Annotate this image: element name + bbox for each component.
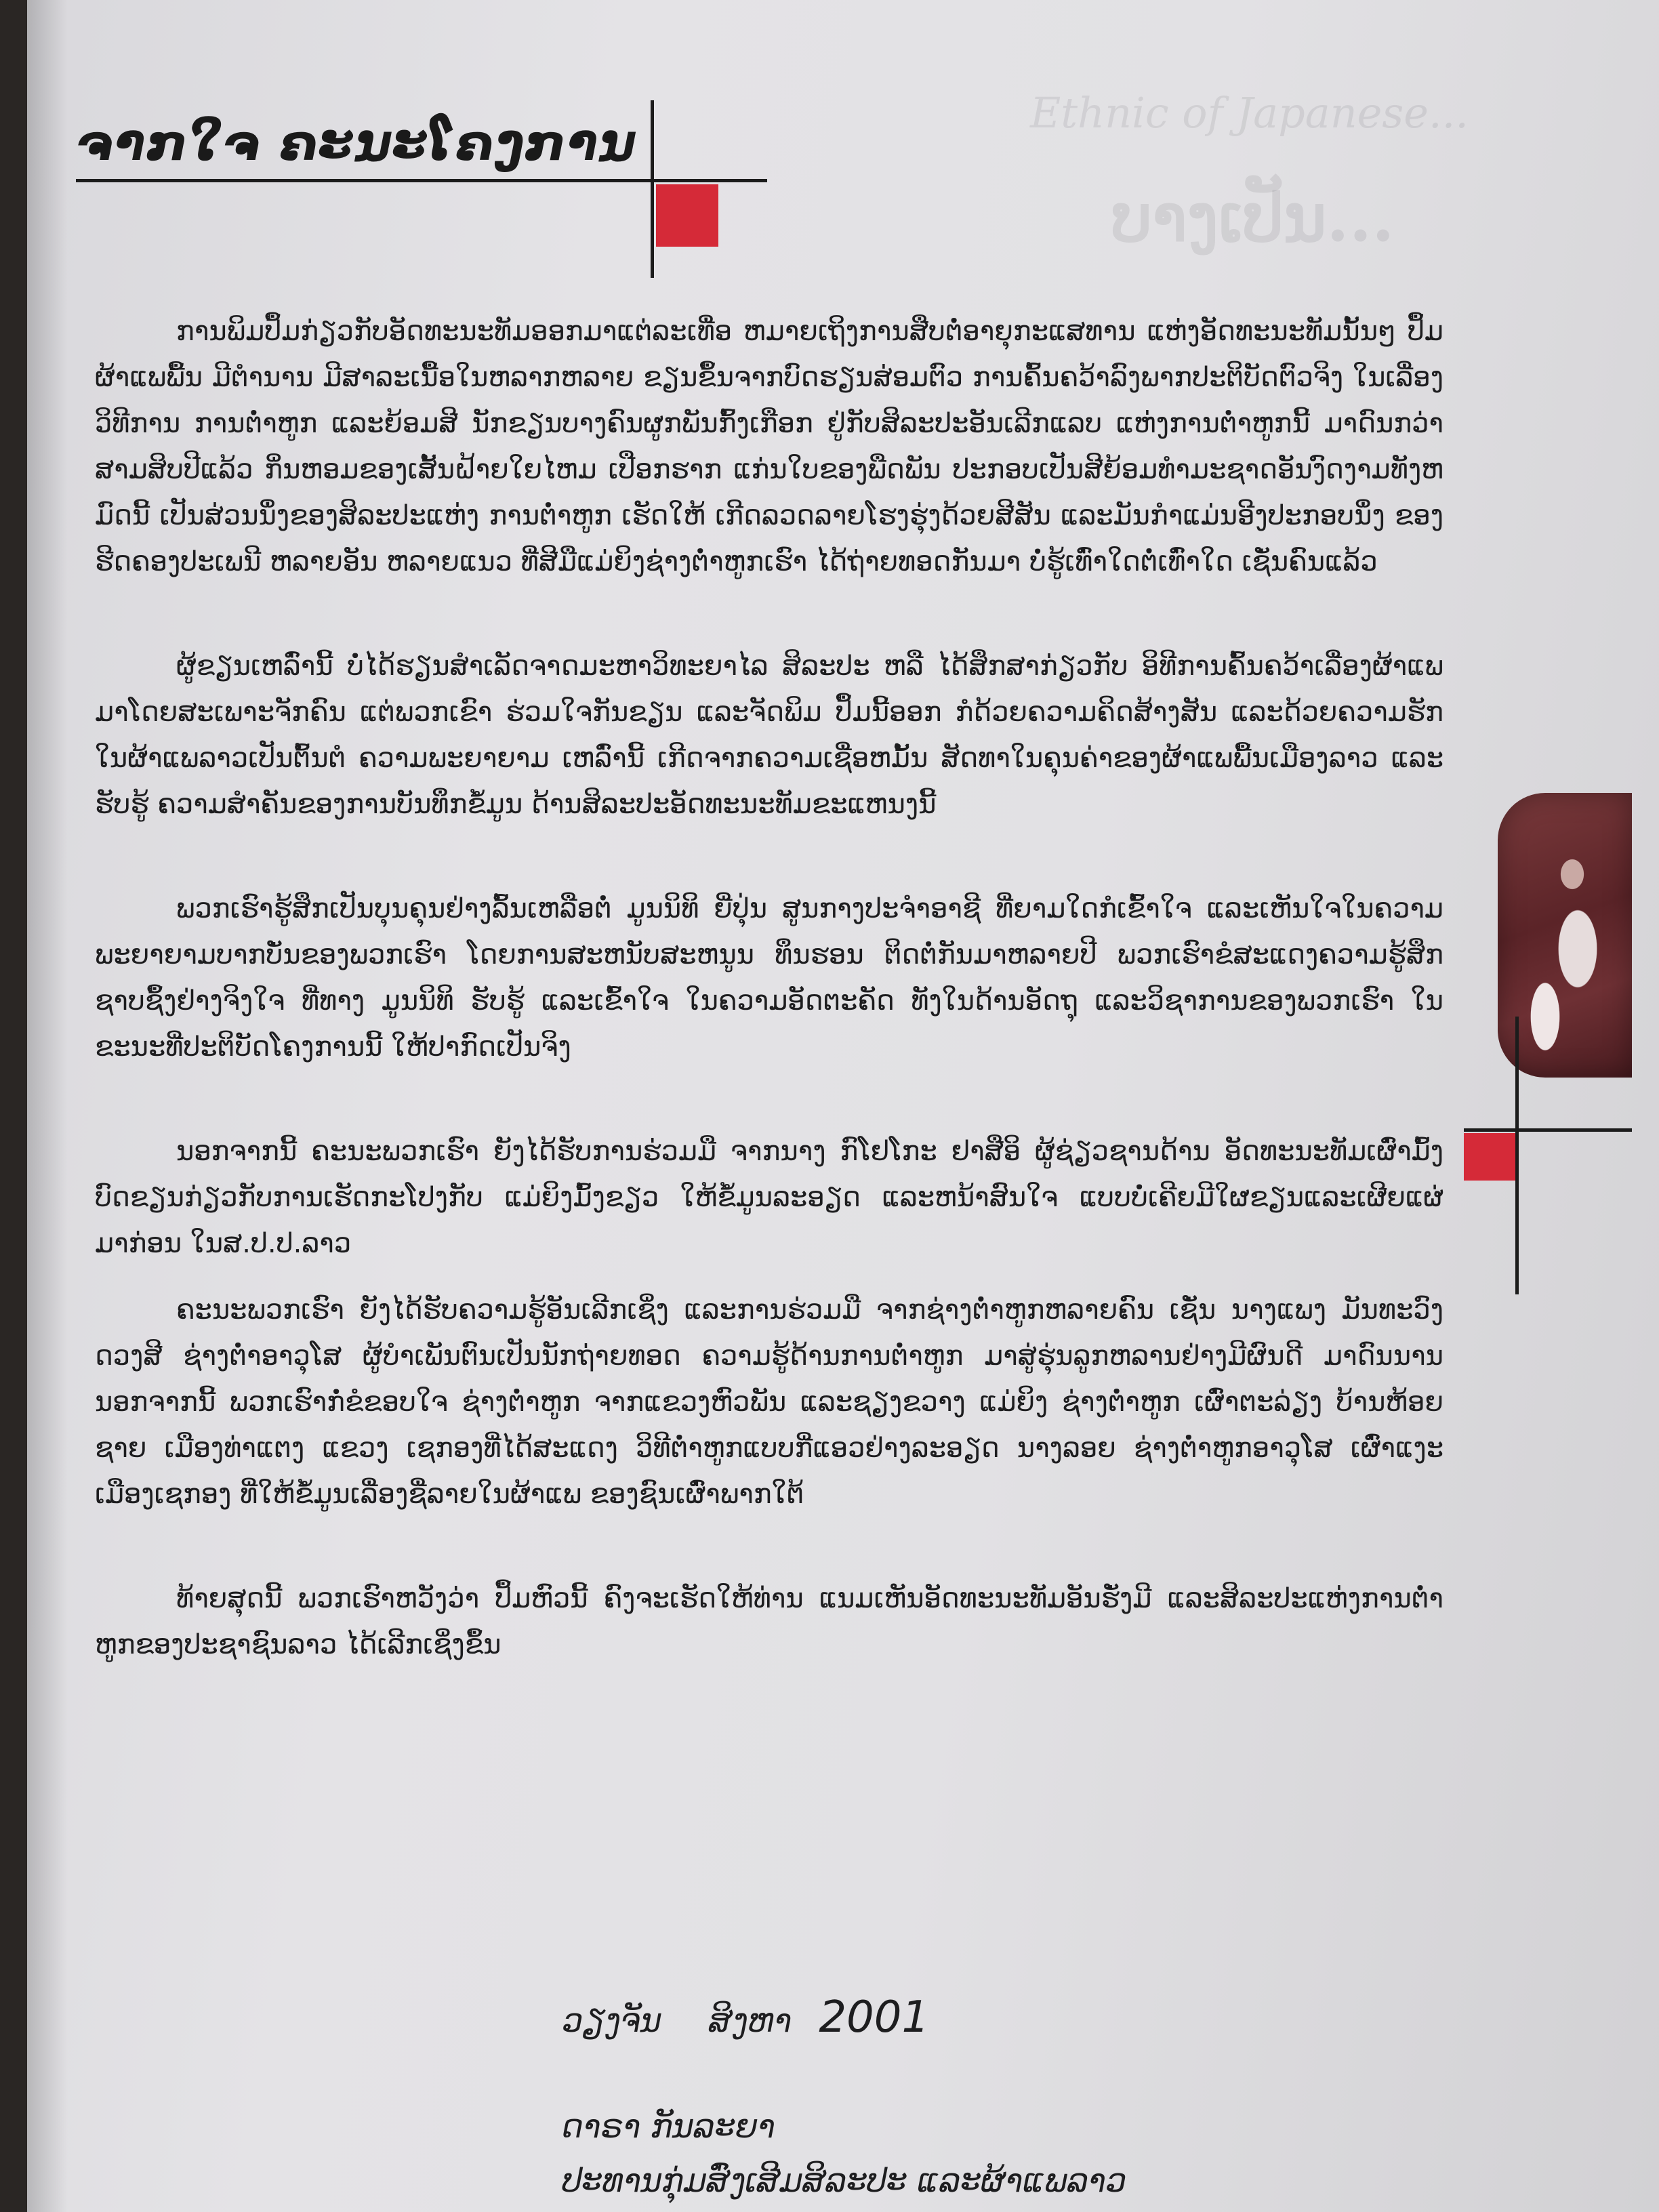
date-year: 2001	[819, 1992, 930, 2043]
date-line	[562, 1992, 929, 2043]
side-vertical-divider	[1515, 1017, 1519, 1294]
paragraph-3: ພວກເຮົາຮູ້ສຶກເປັນບຸນຄຸນຢ່າງລົ້ນເຫລືອຕໍ່ ມູນນິທິ ຍີ່ປຸ່ນ ສູນກາງປະຈຳອາຊີ ທີ່ຍາມໃດກໍເຂົ້າໃຈ ແລະເຫັນໃຈໃນຄວາມພະຍາຍາມບາກບັ່ນຂອງພວກເຮົາ ໂດຍການສະຫນັບສະຫນູນ ທຶນຮອນ ຕິດຕໍ່ກັນມາຫລາຍປີ ພວກເຮົາຂໍສະແດງຄວາມຮູ້ສຶກຊາບຊຶ້ງຢ່າງຈິງໃຈ ທີ່ທາງ ມູນນິທິ ຮັບຮູ້ ແລະເຂົ້າໃຈ ໃນຄວາມອັດຕະຄັດ ທັງໃນດ້ານອັດຖຸ ແລະວິຊາການຂອງພວກເຮົາ ໃນຂະນະທີ່ປະຕິບັດໂຄງການນີ້ ໃຫ້ປາກົດເປັນຈິງ	[95, 893, 1443, 1063]
signer-title: ປະທານກຸ່ມສົ່ງເສີມສິລະປະ ແລະຜ້າແພລາວ	[562, 2162, 1127, 2200]
date-month: ສິງຫາ	[709, 2002, 792, 2040]
title-vertical-divider	[651, 100, 654, 278]
side-accent-square	[1464, 1133, 1515, 1181]
date-place: ວຽງຈັນ	[562, 2002, 662, 2040]
side-horizontal-divider	[1464, 1128, 1632, 1132]
paragraph-6: ທ້າຍສຸດນີ້ ພວກເຮົາຫວັງວ່າ ປຶ້ມຫົວນີ້ ຄົງຈະເຮັດໃຫ້ທ່ານ ແນມເຫັນອັດທະນະທັມອັນຮັ່ງມີ ແລະສິລະປະແຫ່ງການຕ່ຳຫູກຂອງປະຊາຊົນລາວ ໄດ້ເລີກເຊິ່ງຂຶ້ນ	[95, 1583, 1443, 1660]
title-accent-square	[656, 184, 718, 247]
paragraph-4: ນອກຈາກນີ້ ຄະນະພວກເຮົາ ຍັງໄດ້ຮັບການຮ່ວມມື ຈາກນາງ ກົໂຢໂກະ ຢາສືອິ ຜູ້ຊ່ຽວຊານດ້ານ ອັດທະນະທັມເຜົ່າມົ້ງ ບົດຂຽນກ່ຽວກັບການເຮັດກະໂປງກັບ ແມ່ຍິງມົ້ງຂຽວ ໃຫ້ຂໍ້ມູນລະອຽດ ແລະຫນ້າສົນໃຈ ແບບບໍ່ເຄີຍມີໃຜຂຽນແລະເຜີຍແຜ່ມາກ່ອນ ໃນສ.ປ.ປ.ລາວ	[95, 1136, 1443, 1259]
body-text	[95, 308, 1443, 1726]
page-title: ຈາກໃຈ ຄະນະໂຄງການ	[76, 114, 637, 172]
paragraph-1: ການພິມປຶ້ມກ່ຽວກັບອັດທະນະທັມອອກມາແຕ່ລະເທື່ອ ຫມາຍເຖິງການສືບຕໍ່ອາຍຸກະແສທານ ແຫ່ງອັດທະນະທັມນັ້ນໆ ປຶ້ມ ຜ້າແພພື້ນ ມີຕຳນານ ມີສາລະເນື້ອໃນຫລາກຫລາຍ ຂຽນຂຶ້ນຈາກບົດຮຽນສ່ອມຕົວ ການຄົ້ນຄວ້າລົງພາກປະຕິບັດຕົວຈິງ ໃນເລື່ອງວິທີການ ການຕ່ຳຫູກ ແລະຍ້ອມສີ ນັກຂຽນບາງຄົນຜູກພັນກົ້ງເກືອກ ຢູ່ກັບສິລະປະອັນເລີກແລບ ແຫ່ງການຕ່ຳຫູກນີ້ ມາດົນກວ່າສາມສິບປີແລ້ວ ກິ່ນຫອມຂອງເສັ້ນຝ້າຍໃຍໄຫມ ເປືອກຮາກ ແກ່ນໃບຂອງພືດພັນ ປະກອບເປັນສີຍ້ອມທຳມະຊາດອັນງົດງາມທັງຫມົດນີ້ ເປັນສ່ວນນຶ່ງຂອງສິລະປະແຫ່ງ ການຕ່ຳຫູກ ເຮັດໃຫ້ ເກີດລວດລາຍໂຮງຮຸ່ງດ້ວຍສີສັນ ແລະມັນກຳແມ່ນອີງປະກອບນຶ່ງ ຂອງຮີດຄອງປະເພນີ ຫລາຍອັນ ຫລາຍແນວ ທີ່ສີມືແມ່ຍິງຊ່າງຕ່ຳຫູກເຮົາ ໄດ້ຖ່າຍທອດກັນມາ ບໍ່ຮູ້ເທົ່າໃດຕໍ່ເທົ່າໃດ ເຊັ່ນຄົນແລ້ວ	[95, 316, 1443, 577]
title-underline-divider	[76, 179, 767, 182]
signer-name: ດາຣາ ກັນລະຍາ	[562, 2108, 775, 2146]
show-through-text-1: Ethnic of Japanese...	[1030, 88, 1469, 138]
show-through-text-2: ບາງເປັນ...	[1111, 180, 1395, 256]
paragraph-5: ຄະນະພວກເຮົາ ຍັງໄດ້ຮັບຄວາມຮູ້ອັນເລີກເຊິ່ງ ແລະການຮ່ວມມື ຈາກຊ່າງຕ່ຳຫູກຫລາຍຄົນ ເຊັ່ນ ນາງແພງ ມັນທະວົງດວງສີ ຊ່າງຕ່ຳອາວຸໂສ ຜູ້ບໍາເພັນຕົນເປັນນັກຖ່າຍທອດ ຄວາມຮູ້ດ້ານການຕ່ຳຫູກ ມາສູ່ຮຸ່ນລູກຫລານຢ່າງມີຜົນດີ ມາດົນນານ ນອກຈາກນີ້ ພວກເຮົາກໍ່ຂໍຂອບໃຈ ຊ່າງຕ່ຳຫູກ ຈາກແຂວງຫົວພັນ ແລະຊຽງຂວາງ ແມ່ຍິງ ຊ່າງຕ່ຳຫູກ ເຜົ່າຕະລ່ຽງ ບ້ານຫ້ອຍຊາຍ ເມືອງທ່າແຕງ ແຂວງ ເຊກອງທີ່ໄດ້ສະແດງ ວິທີຕ່ຳຫູກແບບກີ່ແອວຢ່າງລະອຽດ ນາງລອຍ ຊ່າງຕ່ຳຫູກອາວຸໂສ ເຜົ່າແງະ ເມືອງເຊກອງ ທີ່ໃຫ້ຂໍ້ມູນເລື່ອງຊື່ລາຍໃນຜ້າແພ ຂອງຊົນເຜົ່າພາກໃຕ້	[95, 1294, 1443, 1510]
paragraph-2: ຜູ້ຂຽນເຫລົ່ານີ້ ບໍ່ໄດ້ຮຽນສຳເລັດຈາດມະຫາວິທະຍາໄລ ສິລະປະ ຫລື ໄດ້ສຶກສາກ່ຽວກັບ ອິທີການຄົ້ນຄວ້າເລື່ອງຜ້າແພມາໂດຍສະເພາະຈັກຄົນ ແຕ່ພວກເຂົາ ຮ່ວມໃຈກັນຂຽນ ແລະຈັດພິມ ປຶ້ມນີ້ອອກ ກໍດ້ວຍຄວາມຄິດສ້າງສັນ ແລະດ້ວຍຄວາມຮັກໃນຜ້າແພລາວເປັນຕົ້ນຕໍ ຄວາມພະຍາຍາມ ເຫລົ່ານີ້ ເກີດຈາກຄວາມເຊື່ອຫມັ້ນ ສັດທາໃນຄຸນຄ່າຂອງຜ້າແພພື້ນເມືອງລາວ ແລະຮັບຮູ້ ຄວາມສຳຄັນຂອງການບັນທຶກຂໍ້ມູນ ດ້ານສິລະປະອັດທະນະທັມຂະແຫນງນີ້	[95, 651, 1443, 820]
